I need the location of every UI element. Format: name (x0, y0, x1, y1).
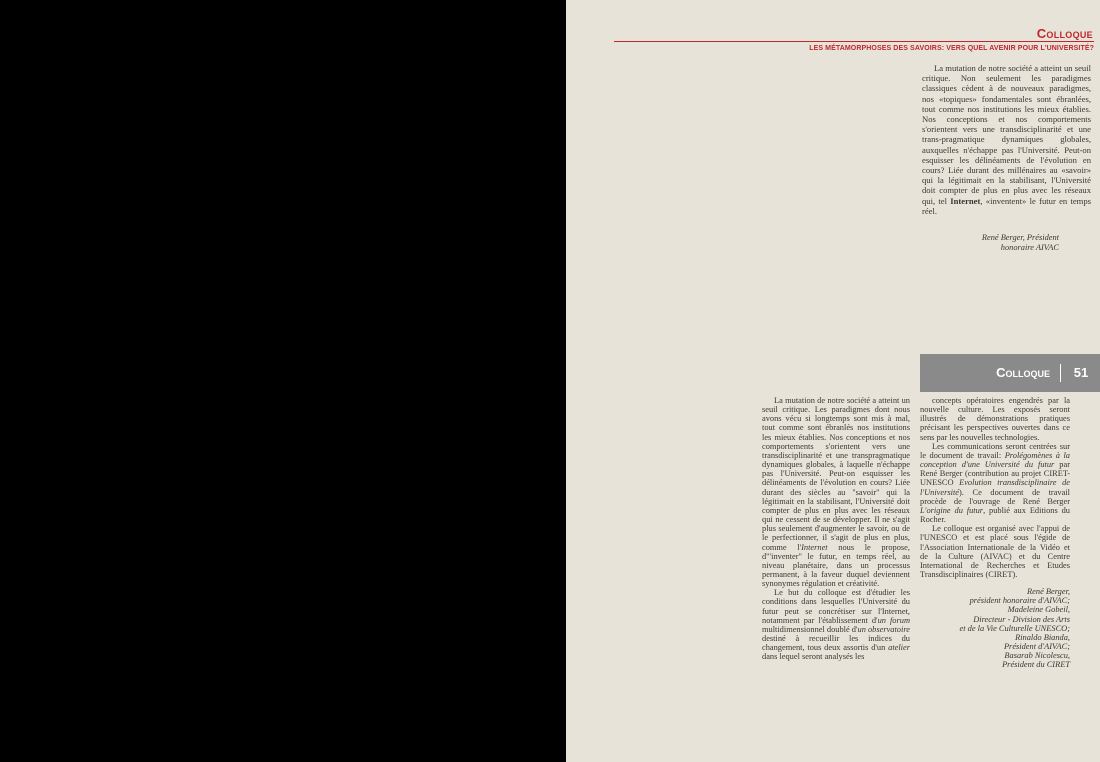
text-run: destiné à recueillir les indices du changement, tous deux assortis d'un (762, 634, 910, 653)
paragraph (762, 396, 910, 588)
paragraph (920, 442, 1070, 524)
signature-line: Président du CIRET (1002, 660, 1070, 670)
signature-line: Directeur - Division des Arts (973, 614, 1070, 624)
italic-term: Evolution transdisciplinaire de l'Université (920, 478, 1070, 497)
paragraph (762, 588, 910, 661)
text-run: La mutation de notre société a atteint un seuil critique. Les paradigmes dont nous avons vécu si longtemps sont mis à mal, tout comme sont ébranlés nos institutions les mieux établies. Nos conceptions et nos comportements s'orientent vers une transdisciplinarité et une transpragmatique dynamiques globales, à laquelle n'échappe pas l'Université. Peut-on esquisser les délinéaments de l'évolution en cours? Liée durant des siècles au "savoir" qui la légitimait en la stabilisant, l'Université doit compter de plus en plus avec les réseaux qui ne cessent de se développer. Il ne s'agit plus seulement d'augmenter le savoir, ou de le perfectionner, il s'agit de plus en plus, comme l' (762, 396, 910, 552)
signature-line: Madeleine Gobeil, (1007, 605, 1070, 615)
text-run: multidimensionnel doublé d' (762, 624, 858, 634)
page-number: 51 (1073, 365, 1089, 380)
text-run: nous le propose, d'"inventer" le futur, en temps réel, au niveau planétaire, dans un processus permanent, à la faveur duquel deviennent synonymes régulation et créativité. (762, 542, 910, 589)
section-band (920, 354, 1100, 392)
signature-line: Rinaldo Bianda, (1015, 632, 1070, 642)
signature-line: Président d'AIVAC; (1003, 642, 1070, 652)
paragraph: concepts opératoires engendrés par la nouvelle culture. Les exposés seront illustrés de démonstrations pratiques précisant les perspectives ouvertes dans ce sens par les nouvelles technologies. (920, 396, 1070, 442)
band-label: Colloque (996, 365, 1050, 380)
section-title: Colloque (1036, 26, 1093, 41)
right-column (920, 396, 1070, 670)
italic-term: un observatoire (857, 624, 910, 634)
text-run: Le but du colloque est d'étudier les conditions dans lesquelles l'Université du futur peut se concrétiser sur l'Internet, notamment par l'établissement d' (762, 588, 910, 625)
intro-text: La mutation de notre société a atteint un seuil critique. Non seulement les paradigmes classiques cèdent à de nouveaux paradigmes, nos «topiques» fondamentales sont ébranlées, tout comme nos institutions les mieux établies. Nos conceptions et nos comportements s'orientent vers une transdisciplinarité et une trans-pragmatique dynamiques globales, auxquelles n'échappe pas l'Université. Peut-on esquisser les délinéaments de l'évolution en cours? Liée durant des millénaires au «savoir» qui la légitimait en la stabilisant, l'Université doit compter de plus en plus avec les réseaux qui, tel (922, 63, 1091, 206)
intro-signature (922, 233, 1059, 253)
italic-term: Internet (801, 542, 828, 552)
magazine-page (566, 0, 1100, 762)
colloquium-subtitle: LES MÉTAMORPHOSES DES SAVOIRS: VERS QUEL AVENIR POUR L'UNIVERSITÉ? (809, 45, 1094, 52)
italic-term: Prolégomènes à la conception d'une Université du futur (920, 450, 1070, 470)
italic-term: atelier (888, 643, 910, 653)
text-run: ). Ce document de travail procède de l'ouvrage de René Berger (920, 487, 1070, 506)
signature-block (920, 587, 1070, 669)
signature-line: René Berger, (1027, 587, 1070, 597)
italic-term: L'origine du futur (920, 505, 984, 515)
intro-paragraph (922, 63, 1091, 216)
text-run: Les communications seront centrées sur le document de travail: (920, 441, 1070, 460)
signature-line: et de la Vie Culturelle UNESCO; (959, 623, 1070, 633)
intro-signature-line: honoraire AIVAC (1000, 243, 1059, 253)
intro-bold-term: Internet (950, 195, 981, 206)
left-column (762, 396, 910, 662)
header-rule (614, 41, 1094, 42)
text-run: , publié aux Editions du Rocher. (920, 505, 1070, 525)
text-run: dans lequel seront analysés les (762, 652, 865, 662)
intro-signature-line: René Berger, Président (981, 233, 1059, 242)
italic-term: un forum (877, 615, 910, 625)
band-divider (1060, 364, 1061, 382)
signature-line: Basarab Nicolescu, (1004, 651, 1070, 661)
signature-line: président honoraire d'AIVAC; (969, 596, 1070, 606)
intro-text-end: , «inventent» le futur en temps réel. (922, 195, 1091, 216)
paragraph: Le colloque est organisé avec l'appui de l'UNESCO et est placé sous l'égide de l'Association Internationale de la Vidéo et de la Culture (AIVAC) et du Centre International de Recherches et Etudes Transdisciplinaires (CIRET). (920, 524, 1070, 579)
text-run: par René Berger (contribution au projet CIRET-UNESCO (920, 460, 1070, 488)
